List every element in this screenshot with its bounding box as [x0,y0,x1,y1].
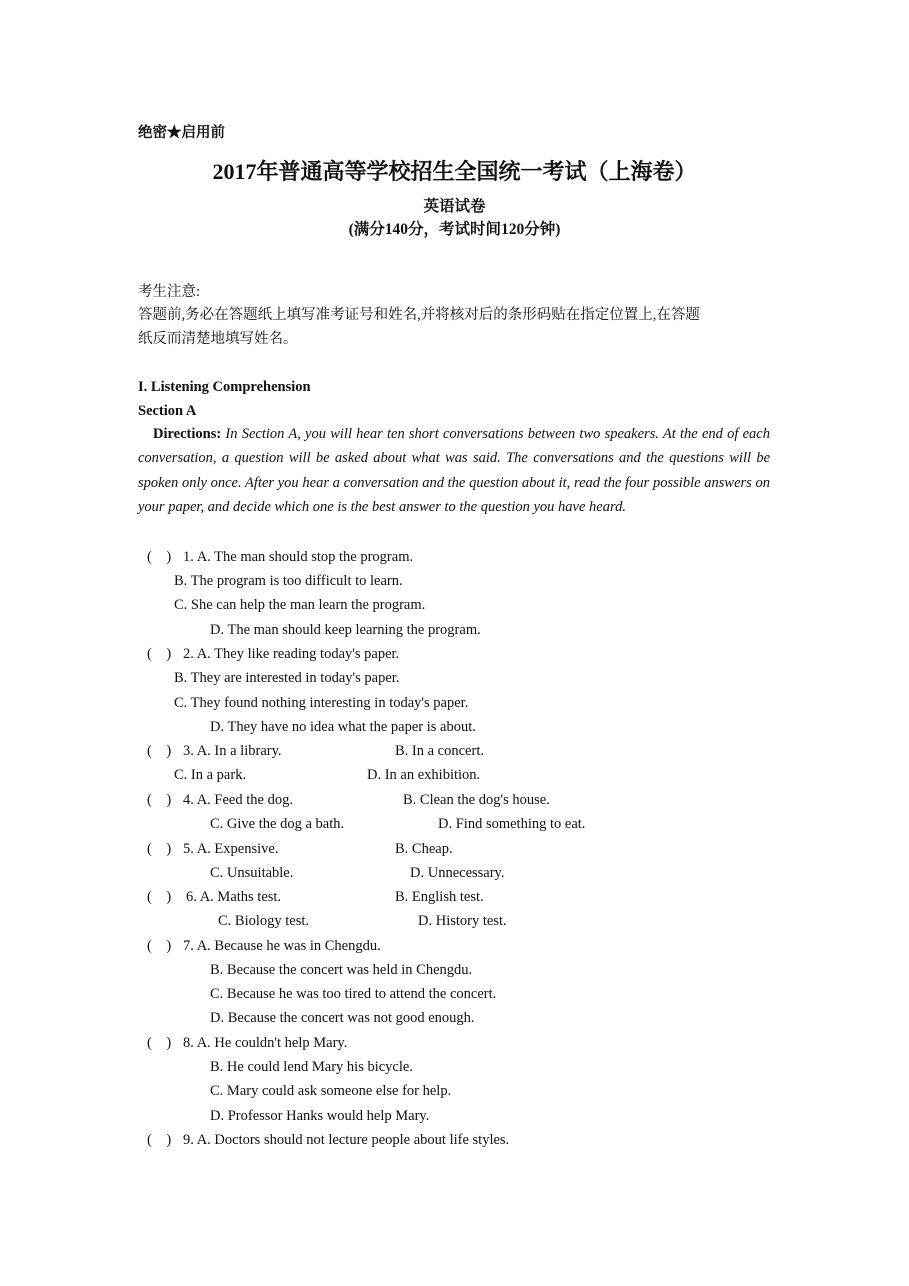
q5-option-a: 5. A. Expensive. [183,841,279,857]
answer-blank-3[interactable]: ( ) [147,743,172,759]
q7-option-c: C. Because he was too tired to attend the concert. [210,986,497,1002]
q5-option-d: D. Unnecessary. [410,865,505,881]
q2-option-b: B. They are interested in today's paper. [174,670,400,686]
q7-option-b: B. Because the concert was held in Chengdu. [210,962,473,978]
answer-blank-1[interactable]: ( ) [147,549,172,565]
q3-option-a: 3. A. In a library. [183,743,282,759]
q3-option-d: D. In an exhibition. [367,767,481,783]
q1-option-a: 1. A. The man should stop the program. [183,549,414,565]
answer-blank-6[interactable]: ( ) [147,889,172,905]
q4-option-d: D. Find something to eat. [438,816,586,832]
answer-blank-9[interactable]: ( ) [147,1132,172,1148]
directions [138,422,770,520]
answer-blank-5[interactable]: ( ) [147,841,172,857]
q2-option-a: 2. A. They like reading today's paper. [183,646,400,662]
q1-option-d: D. The man should keep learning the program. [210,622,481,638]
answer-blank-2[interactable]: ( ) [147,646,172,662]
q3-option-b: B. In a concert. [395,743,484,759]
answer-blank-7[interactable]: ( ) [147,938,172,954]
exam-subject: 英语试卷 [423,198,486,215]
q7-option-d: D. Because the concert was not good enough. [210,1010,475,1026]
q6-option-b: B. English test. [395,889,484,905]
q6-option-a: 6. A. Maths test. [186,889,282,905]
q4-option-b: B. Clean the dog's house. [403,792,550,808]
q8-option-b: B. He could lend Mary his bicycle. [210,1059,413,1075]
part-title: I. Listening Comprehension [138,379,311,395]
q8-option-d: D. Professor Hanks would help Mary. [210,1108,430,1124]
notice-label: 考生注意: [138,284,201,300]
q6-option-d: D. History test. [418,913,507,929]
notice-line-1: 答题前,务必在答题纸上填写准考证号和姓名,并将核对后的条形码贴在指定位置上,在答题 [138,307,700,323]
q8-option-c: C. Mary could ask someone else for help. [210,1083,452,1099]
q2-option-d: D. They have no idea what the paper is about. [210,719,476,735]
q7-option-a: 7. A. Because he was in Chengdu. [183,938,381,954]
q1-option-c: C. She can help the man learn the program. [174,597,426,613]
notice-line-2: 纸反而清楚地填写姓名。 [138,331,298,347]
exam-title: 2017年普通高等学校招生全国统一考试（上海卷） [212,159,697,184]
confidential-mark: 绝密★启用前 [138,125,225,141]
q1-option-b: B. The program is too difficult to learn. [174,573,403,589]
q5-option-c: C. Unsuitable. [210,865,294,881]
q4-option-c: C. Give the dog a bath. [210,816,345,832]
q8-option-a: 8. A. He couldn't help Mary. [183,1035,348,1051]
q2-option-c: C. They found nothing interesting in today's paper. [174,695,469,711]
q6-option-c: C. Biology test. [218,913,310,929]
answer-blank-8[interactable]: ( ) [147,1035,172,1051]
q9-option-a: 9. A. Doctors should not lecture people about life styles. [183,1132,510,1148]
q5-option-b: B. Cheap. [395,841,453,857]
directions-text: In Section A, you will hear ten short conversations between two speakers. At the end of each conversation, a question will be asked about what was said. The conversations and the questions will be spoken only once. After you hear a conversation and the question about it, read the four possible answers on your paper, and decide which one is the best answer to the question you have heard. [138,426,770,516]
section-title: Section A [138,403,197,419]
answer-blank-4[interactable]: ( ) [147,792,172,808]
q4-option-a: 4. A. Feed the dog. [183,792,293,808]
directions-label: Directions: [153,426,222,442]
q3-option-c: C. In a park. [174,767,247,783]
score-time: (满分140分，考试时间120分钟) [348,221,561,238]
